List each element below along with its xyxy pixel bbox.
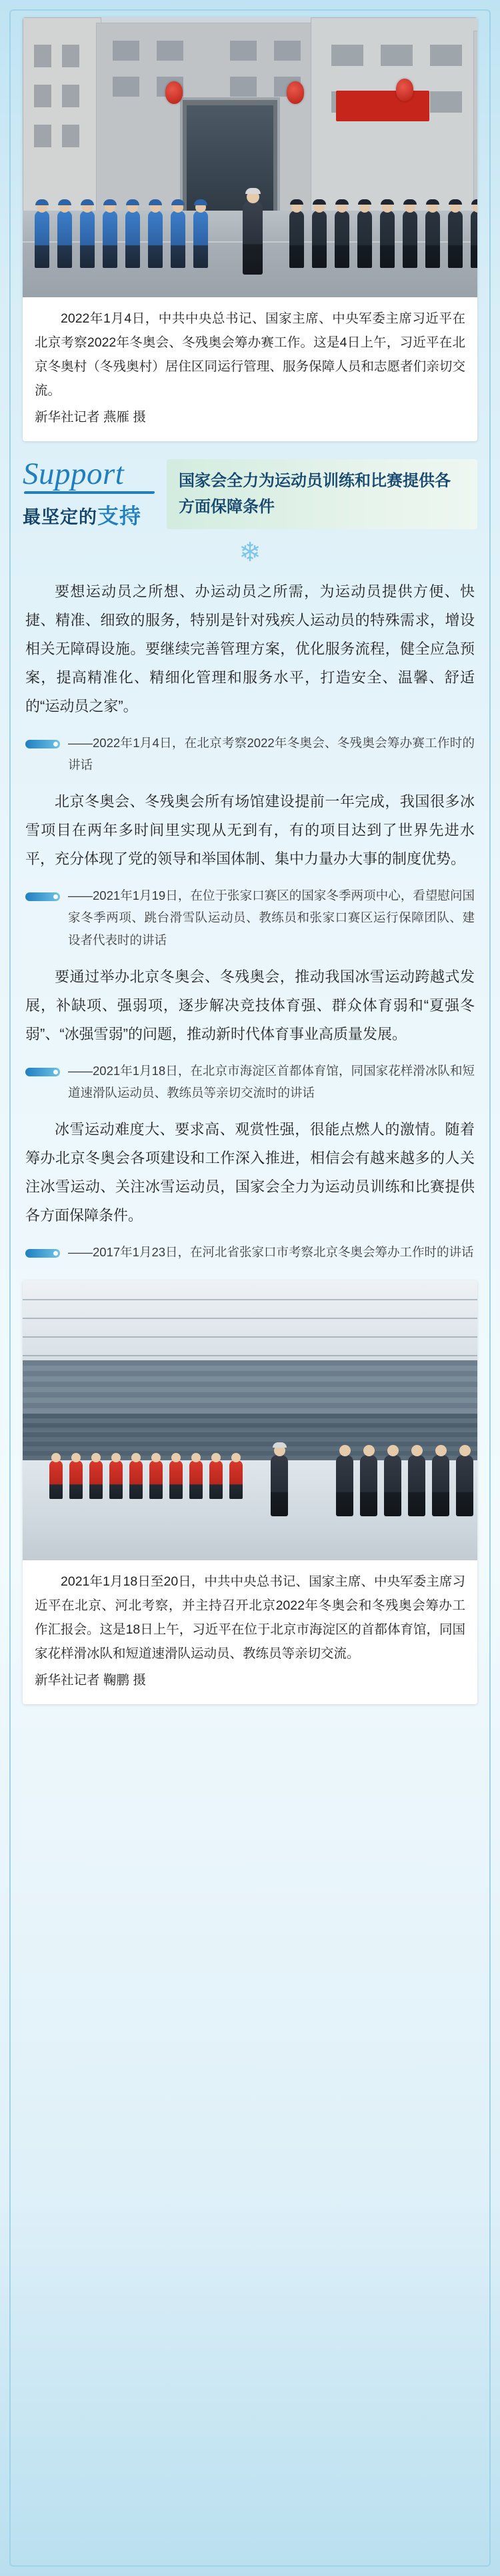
building-left — [23, 17, 101, 217]
bottom-main-figure — [271, 1455, 288, 1516]
photo-main-figure — [243, 201, 263, 275]
top-photo-image — [23, 17, 477, 297]
quote-block — [25, 788, 475, 951]
script-word: Support — [23, 457, 125, 492]
title-chinese-sub — [23, 499, 155, 530]
bottom-photo-caption — [23, 1560, 477, 1704]
quote-text: 要想运动员之所想、办运动员之所需，为运动员提供方便、快捷、精准、细致的服务，特别是针对残疾人运动员的特殊需求，增设相关无障碍设施。要继续完善管理方案，优化服务流程，健全应急预案，提高精准化、精细化管理和服务水平，打造安全、温馨、舒适的“运动员之家”。 — [25, 583, 475, 714]
quote-source: ——2021年1月19日，在位于张家口赛区的国家冬季两项中心，看望慰问国家冬季两项、跳台滑雪队运动员、教练员和张家口赛区运行保障团队、建设者代表时的讲话 — [68, 888, 475, 947]
bottom-caption-credit: 新华社记者 鞠鹏 摄 — [35, 1673, 146, 1688]
quote-source-row — [25, 732, 475, 776]
quote-text: 北京冬奥会、冬残奥会所有场馆建设提前一年完成，我国很多冰雪项目在两年多时间里实现从无到有，有的项目达到了世界先进水平，充分体现了党的领导和举国体制、集中力量办大事的制度优势。 — [25, 793, 475, 868]
top-photo-card — [23, 17, 477, 441]
building-far — [473, 31, 477, 217]
bottom-caption-text: 2021年1月18日至20日，中共中央总书记、国家主席、中央军委主席习近平在北京、河北考察，并主持召开北京2022年冬奥会和冬残奥会筹办工作汇报会。这是18日上午，习近平在位于北京市海淀区的首都体育馆，同国家花样滑冰队和短道速滑队运动员、教练员等亲切交流。 — [35, 1574, 465, 1662]
entrance-glass — [187, 105, 273, 212]
quote-source: ——2017年1月23日，在河北省张家口市考察北京冬奥会筹办工作时的讲话 — [68, 1244, 474, 1259]
bottom-photo-card — [23, 1280, 477, 1704]
top-caption-credit: 新华社记者 燕雁 摄 — [35, 410, 146, 425]
top-caption-text: 2022年1月4日，中共中央总书记、国家主席、中央军委主席习近平在北京考察2022年冬奥会、冬残奥会筹办赛工作。这是4日上午，习近平在北京冬奥村（冬残奥村）居住区同运行管理、服务保障人员和志愿者们亲切交流。 — [35, 311, 465, 399]
quote-source-row — [25, 1241, 475, 1263]
pill-marker-icon — [25, 1249, 60, 1258]
title-underline — [24, 491, 155, 494]
quote-block — [25, 578, 475, 776]
lantern-icon — [396, 79, 413, 101]
quote-source: ——2022年1月4日，在北京考察2022年冬奥会、冬残奥会筹办赛工作时的讲话 — [68, 735, 475, 772]
lantern-icon — [165, 81, 183, 104]
title-sub-prefix: 最坚定的 — [23, 507, 97, 528]
top-photo-caption — [23, 297, 477, 441]
quote-source-row — [25, 884, 475, 951]
red-banner — [336, 91, 429, 121]
quote-source-row — [25, 1060, 475, 1104]
section-title — [23, 459, 477, 530]
pill-marker-icon — [25, 740, 60, 748]
snowflake-icon: ❄ — [239, 538, 261, 568]
bottom-photo-image — [23, 1280, 477, 1560]
snowflake-divider — [23, 539, 477, 566]
section-title-left — [23, 459, 155, 530]
title-sub-accent: 支持 — [97, 504, 142, 529]
quote-text: 要通过举办北京冬奥会、冬残奥会，推动我国冰雪运动跨越式发展，补缺项、强弱项，逐步解决竞技体育强、群众体育弱和“夏强冬弱”、“冰强雪弱”的问题，推动新时代体育事业高质量发展。 — [25, 968, 475, 1042]
headline-banner: 国家会全力为运动员训练和比赛提供各方面保障条件 — [167, 459, 477, 529]
quote-text: 冰雪运动难度大、要求高、观赏性强，很能点燃人的激情。随着筹办北京冬奥会各项建设和工作深入推进，相信会有越来越多的人关注冰雪运动、关注冰雪运动员，国家会全力为运动员训练和比赛提供各方面保障条件。 — [25, 1121, 475, 1224]
quote-source: ——2021年1月18日，在北京市海淀区首都体育馆，同国家花样滑冰队和短道速滑队运动员、教练员等亲切交流时的讲话 — [68, 1063, 475, 1100]
lantern-icon — [287, 81, 304, 104]
pill-marker-icon — [25, 1068, 60, 1076]
pill-marker-icon — [25, 892, 60, 901]
quote-block — [25, 1116, 475, 1263]
quote-block — [25, 963, 475, 1104]
